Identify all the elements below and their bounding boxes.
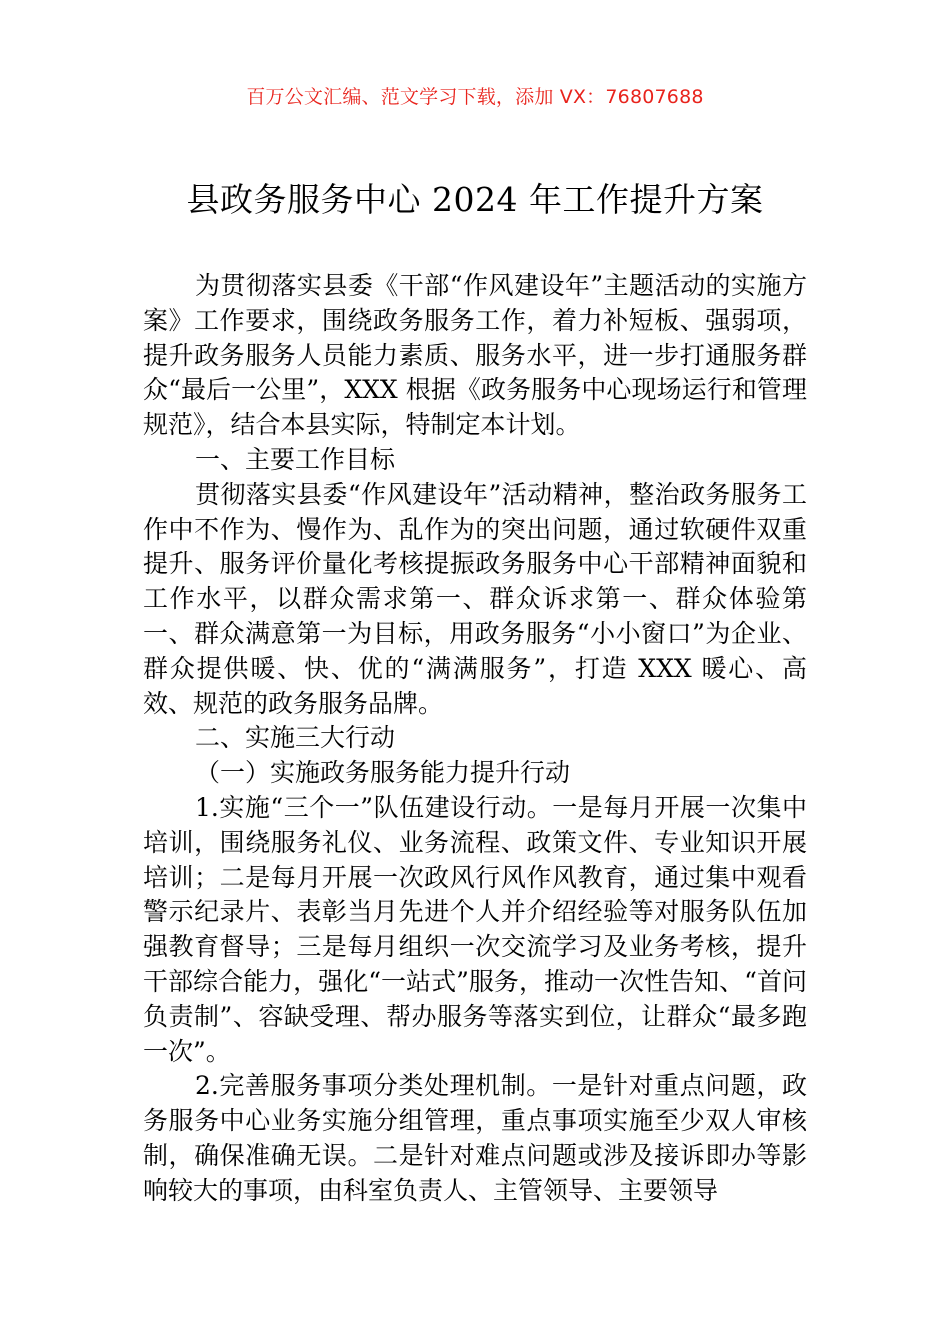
subsection-heading-capability: （一）实施政务服务能力提升行动 [195,758,571,788]
item-2-paragraph: 2.完善服务事项分类处理机制。一是针对重点问题，政务服务中心业务实施分组管理，重点事项实施至少双人审核制，确保准确无误。二是针对难点问题或涉及接诉即办等影响较大的事项，由科室负责人、主管领导、主要领导 [143,1071,807,1205]
download-notice: 百万公文汇编、范文学习下载，添加 VX：76807688 [246,86,704,108]
item-1-paragraph: 1.实施“三个一”队伍建设行动。一是每月开展一次集中培训，围绕服务礼仪、业务流程、政策文件、专业知识开展培训；二是每月开展一次政风行风作风教育，通过集中观看警示纪录片、表彰当月先进个人并介绍经验等对服务队伍加强教育督导；三是每月组织一次交流学习及业务考核，提升干部综合能力，强化“一站式”服务，推动一次性告知、“首问负责制”、容缺受理、帮办服务等落实到位，让群众“最多跑一次”。 [143,792,807,1066]
goals-paragraph: 贯彻落实县委“作风建设年”活动精神，整治政务服务工作中不作为、慢作为、乱作为的突出问题，通过软硬件双重提升、服务评价量化考核提振政务服务中心干部精神面貌和工作水平，以群众需求第一、群众诉求第一、群众体验第一、群众满意第一为目标，用政务服务“小小窗口”为企业、群众提供暖、快、优的“满满服务”，打造 XXX 暖心、高效、规范的政务服务品牌。 [143,479,807,718]
document-title: 县政务服务中心 2024 年工作提升方案 [186,180,764,219]
section-heading-goals: 一、主要工作目标 [195,444,396,474]
intro-paragraph: 为贯彻落实县委《干部“作风建设年”主题活动的实施方案》工作要求，围绕政务服务工作，着力补短板、强弱项，提升政务服务人员能力素质、服务水平，进一步打通服务群众“最后一公里”，XXX 根据《政务服务中心现场运行和管理规范》，结合本县实际，特制定本计划。 [143,271,807,440]
document-body [143,269,807,1209]
section-heading-actions: 二、实施三大行动 [195,723,396,753]
